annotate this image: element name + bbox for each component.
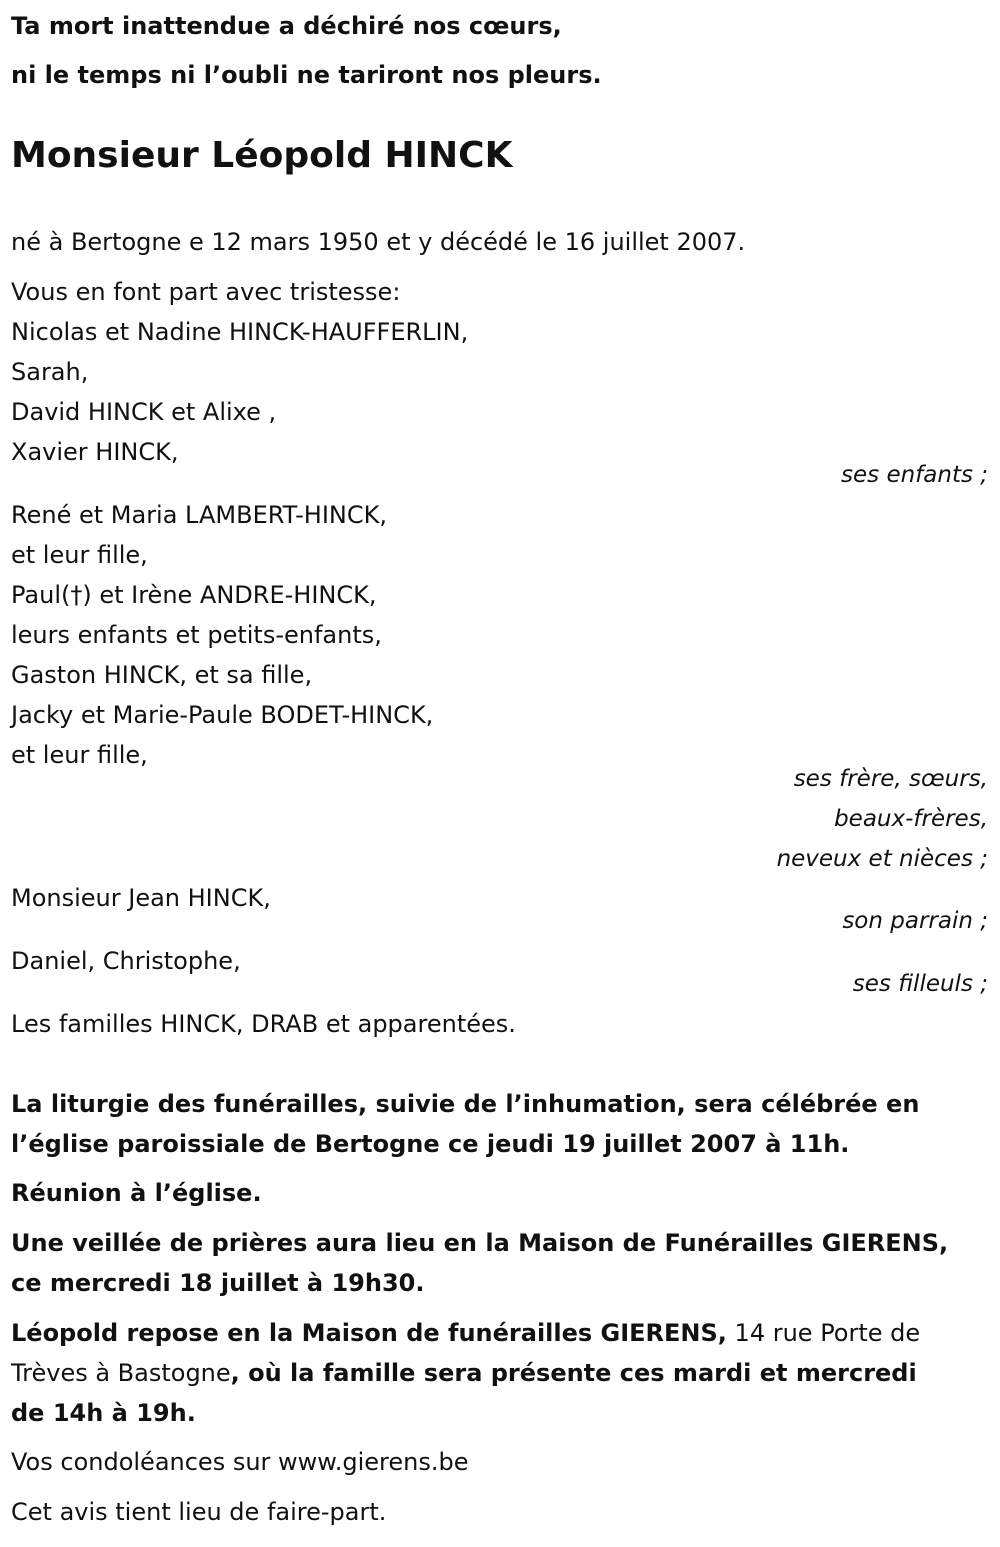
siblings-label: neveux et nièces ; <box>776 846 988 872</box>
families: Les familles HINCK, DRAB et apparentées. <box>11 1010 516 1038</box>
birth-death: né à Bertogne e 12 mars 1950 et y décédé le 16 juillet 2007. <box>11 228 746 256</box>
liturgy-line-2: l’église paroissiale de Bertogne ce jeudi 19 juillet 2007 à 11h. <box>11 1130 850 1158</box>
announcement-intro: Vous en font part avec tristesse: <box>11 278 401 306</box>
siblings-label: ses frère, sœurs, <box>793 766 988 792</box>
meeting: Réunion à l’église. <box>11 1179 262 1207</box>
rest-normal-2: Trèves à Bastogne <box>11 1359 231 1387</box>
sibling-line: leurs enfants et petits-enfants, <box>11 621 382 649</box>
child-line: Sarah, <box>11 358 89 386</box>
poem-line-2: ni le temps ni l’oubli ne tariront nos pleurs. <box>11 61 602 89</box>
godchildren: Daniel, Christophe, <box>11 947 241 975</box>
child-line: Xavier HINCK, <box>11 438 179 466</box>
rest-bold-1: Léopold repose en la Maison de funérailles GIERENS, <box>11 1319 727 1347</box>
deceased-name: Monsieur Léopold HINCK <box>11 135 513 176</box>
condolences: Vos condoléances sur www.gierens.be <box>11 1448 469 1476</box>
sibling-line: Paul(†) et Irène ANDRE-HINCK, <box>11 581 377 609</box>
rest-bold-2: , où la famille sera présente ces mardi et mercredi <box>230 1359 917 1387</box>
rest-normal-1: 14 rue Porte de <box>726 1319 921 1347</box>
rest-line-2 <box>11 1357 917 1389</box>
rest-line-1 <box>11 1317 920 1349</box>
siblings-label: beaux-frères, <box>834 806 988 832</box>
sibling-line: et leur fille, <box>11 541 148 569</box>
godfather-label: son parrain ; <box>842 908 988 934</box>
poem-line-1: Ta mort inattendue a déchiré nos cœurs, <box>11 12 562 40</box>
liturgy-line-1: La liturgie des funérailles, suivie de l’inhumation, sera célébrée en <box>11 1090 920 1118</box>
sibling-line: et leur fille, <box>11 741 148 769</box>
children-label: ses enfants ; <box>841 462 988 488</box>
vigil-line-1: Une veillée de prières aura lieu en la Maison de Funérailles GIERENS, <box>11 1229 949 1257</box>
sibling-line: René et Maria LAMBERT-HINCK, <box>11 501 387 529</box>
rest-line-3: de 14h à 19h. <box>11 1399 196 1427</box>
child-line: Nicolas et Nadine HINCK-HAUFFERLIN, <box>11 318 469 346</box>
notice: Cet avis tient lieu de faire-part. <box>11 1498 387 1526</box>
sibling-line: Gaston HINCK, et sa fille, <box>11 661 313 689</box>
sibling-line: Jacky et Marie-Paule BODET-HINCK, <box>11 701 434 729</box>
godchildren-label: ses filleuls ; <box>852 971 988 997</box>
vigil-line-2: ce mercredi 18 juillet à 19h30. <box>11 1269 425 1297</box>
child-line: David HINCK et Alixe , <box>11 398 277 426</box>
godfather: Monsieur Jean HINCK, <box>11 884 271 912</box>
